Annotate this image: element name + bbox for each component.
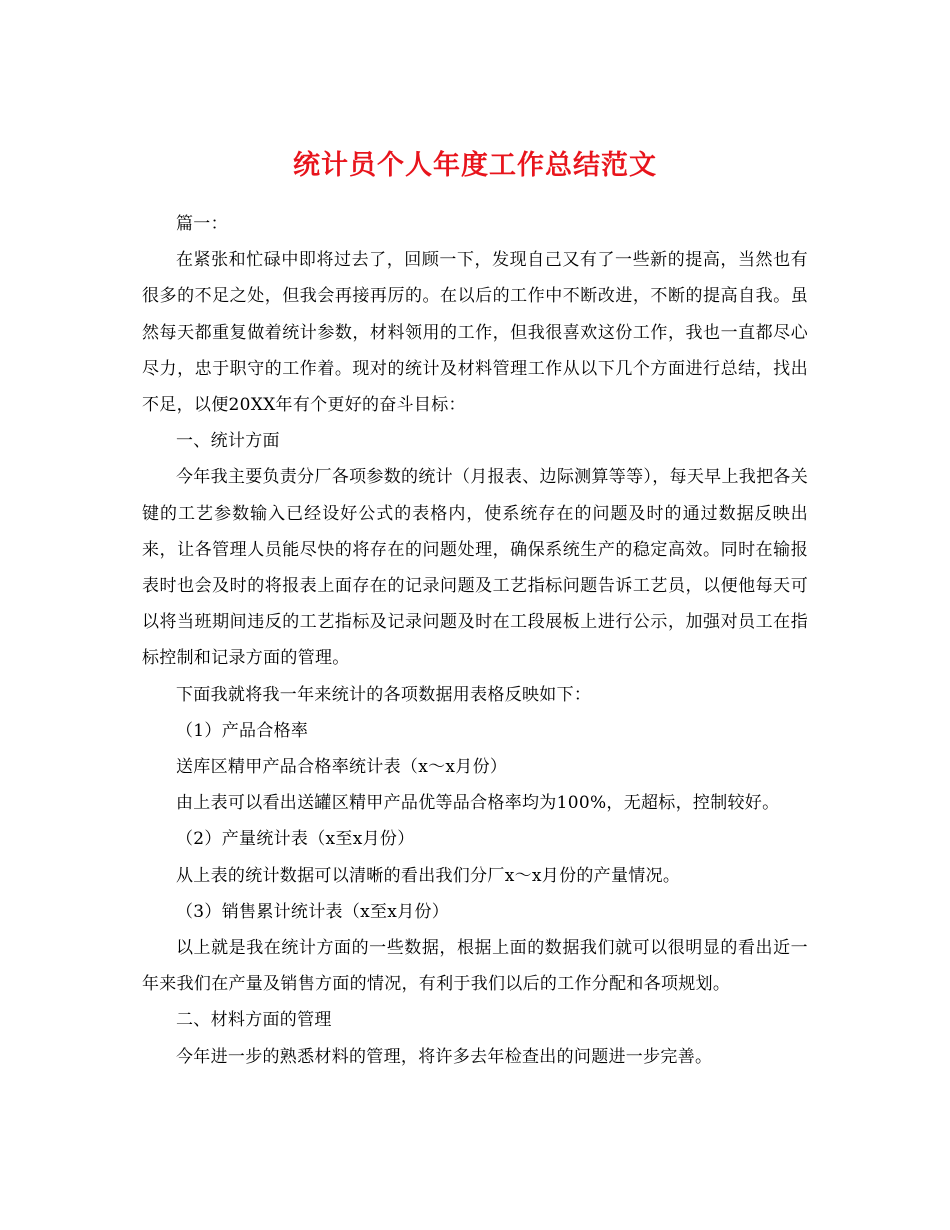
table-intro-paragraph: 下面我就将我一年来统计的各项数据用表格反映如下： (176, 684, 592, 705)
section-heading-materials: 二、材料方面的管理 (176, 1010, 332, 1031)
statistics-paragraph: 今年我主要负责分厂各项参数的统计（月报表、边际测算等等），每天早上我把各关键的工艺参数输入已经设好公式的表格内，使系统存在的问题及时的通过数据反映出来，让各管理人员能尽快的将存在的问题处理，确保系统生产的稳定高效。同时在输报表时也会及时的将报表上面存在的记录问题及工艺指标问题告诉工艺员，以便他每天可以将当班期间违反的工艺指标及记录问题及时在工段展板上进行公示，加强对员工在指标控制和记录方面的管理。 (142, 467, 808, 669)
document-body (142, 206, 808, 1075)
intro-paragraph: 在紧张和忙碌中即将过去了，回顾一下，发现自己又有了一些新的提高，当然也有很多的不足之处，但我会再接再厉的。在以后的工作中不断改进，不断的提高自我。虽然每天都重复做着统计参数，材料领用的工作，但我很喜欢这份工作，我也一直都尽心尽力，忠于职守的工作着。现对的统计及材料管理工作从以下几个方面进行总结，找出不足，以便20XX年有个更好的奋斗目标： (142, 250, 808, 416)
materials-paragraph: 今年进一步的熟悉材料的管理，将许多去年检查出的问题进一步完善。 (176, 1046, 713, 1067)
pass-rate-summary: 由上表可以看出送罐区精甲产品优等品合格率均为100%，无超标，控制较好。 (176, 793, 780, 814)
statistics-conclusion: 以上就是我在统计方面的一些数据，根据上面的数据我们就可以很明显的看出近一年来我们在产量及销售方面的情况，有利于我们以后的工作分配和各项规划。 (142, 938, 808, 995)
subheading-sales: （3）销售累计统计表（x至x月份） (176, 901, 450, 922)
section-label: 篇一： (176, 214, 228, 234)
document-title: 统计员个人年度工作总结范文 (293, 150, 657, 182)
subheading-pass-rate: （1）产品合格率 (176, 720, 309, 741)
section-heading-statistics: 一、统计方面 (176, 431, 280, 452)
subheading-output: （2）产量统计表（x至x月份） (176, 829, 415, 850)
table-caption-pass-rate: 送库区精甲产品合格率统计表（x～x月份） (176, 757, 508, 778)
output-summary: 从上表的统计数据可以清晰的看出我们分厂x～x月份的产量情况。 (176, 865, 681, 886)
